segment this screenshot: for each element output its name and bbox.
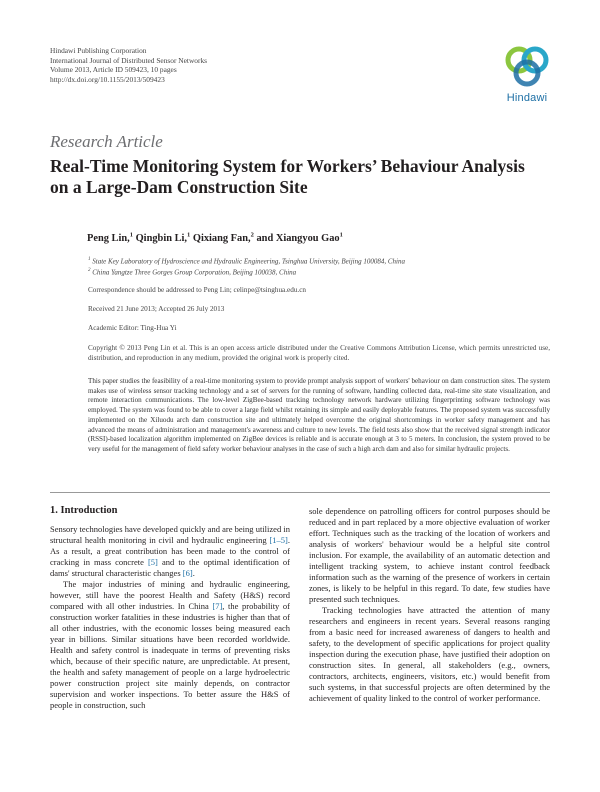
journal-header [50, 46, 207, 84]
copyright-notice: Copyright © 2013 Peng Lin et al. This is an open access article distributed under the Creative Commons Attribution License, which permits unrestricted use, distribution, and reproduction in any medium, provided the original work is properly cited. [88, 344, 550, 362]
volume-info: Volume 2013, Article ID 509423, 10 pages [50, 65, 177, 75]
publisher-name: Hindawi Publishing Corporation [50, 46, 147, 55]
received-accepted-dates: Received 21 June 2013; Accepted 26 July 2013 [88, 305, 225, 313]
author: Qixiang Fan,$^2$ [192, 232, 254, 245]
citation-link[interactable]: [7] [212, 601, 223, 611]
paragraph: sole dependence on patrolling officers for control purposes should be reduced and in part replaced by a more objective evaluation of worker effort. Techniques such as the tracking of the location of workers and analysis of workers' behaviour would be a helpful site control inclusion. For example, the availability of an automatic detection and intelligent tracking system, to achieve instant control feedback information such as the warning of the presence of workers in certain zones, is likely to be helpful in this regard. To date, few studies have presented such techniques. [309, 506, 550, 604]
author: Qingbin Li,$^1$ [135, 232, 191, 245]
citation-link[interactable]: [1–5] [269, 535, 288, 545]
logo-wordmark: Hindawi [506, 92, 548, 104]
section-heading-introduction: 1. Introduction [50, 505, 118, 516]
abstract: This paper studies the feasibility of a real-time monitoring system to provide prompt analysis support of workers' behaviour on dam construction sites. The system makes use of wireless sensor tracking technology and a set of servers for the running of software, handling collected data, real-time site state visualization, and remote interaction communications. The low-level ZigBee-based tracking technology network hardware utilizing fingerprinting software technology was employed. The system was found to be able to cover a large field whilst retaining its simple and easily deployable features. The proposed system was successfully implemented on the Xiluodu arch dam construction site and ultimately helped overcome the original shortcomings in worker safety management and has advanced the means of administration and management's awareness and culture to new levels. The field tests also show that the received signal strength indicator (RSSI)-based localization algorithm implemented on ZigBee devices is reliable and is accurate enough at 3 to 5 meters. In conclusion, the system proved to be very useful for the management of field safety worker behaviour analyses in the case of such a high arch dam and also for similar hydraulic projects. [88, 377, 550, 453]
paragraph: Tracking technologies have attracted the attention of many researchers and engineers in recent years. Several reasons ranging from a basic need for increased awareness of dangers to health and safety, to the development of specific applications for project quality inspection during the execution phase, have justified their adoption on construction sites. In general, all stakeholders (e.g., owners, contractors, architects, engineers, visitors, etc.) would benefit from such systems, in that successful projects are often determined by the achievement of quality linked to the control of worker performance. [309, 605, 550, 703]
author-list [87, 232, 343, 244]
article-type: Research Article [50, 132, 163, 151]
correspondence: Correspondence should be addressed to Peng Lin; celinpe@tsinghua.edu.cn [88, 286, 306, 294]
author: Peng Lin,$^1$ [87, 232, 133, 245]
title-line-2: on a Large-Dam Construction Site [50, 177, 308, 197]
citation-link[interactable]: [5] [147, 557, 158, 567]
citation-link[interactable]: [6] [182, 568, 193, 578]
title-line-1: Real-Time Monitoring System for Workers’ Behaviour Analysis [50, 156, 525, 176]
paragraph: Sensory technologies have developed quickly and are being utilized in structural health monitoring in civil and hydraulic engineering [1–5]. As a result, a great contribution has been made to the control of cracking in mass concrete [5] and to the optimal identification of dams' structural characteristic changes [6]. [50, 524, 290, 578]
body-column-left [50, 524, 290, 711]
article-title [50, 156, 550, 198]
affiliation-2: $^2$ China Yangtze Three Gorges Group Corporation, Beijing 100038, China [88, 268, 297, 277]
paragraph: The major industries of mining and hydraulic engineering, however, still have the poorest Health and Safety (H&S) record compared with all other industries. In China [7], the probability of construction worker fatalities in these industries is higher than that of all other industries, with the economic losses being measured each year in billions. Similar situations have been recorded worldwide. Health and safety control is inadequate in terms of preventing risks which, because of their specific nature, are unpredictable. At present, the health and safety management of people on a large hydroelectric power construction project site mainly depends, on contractor supervision and worker inspections. To better assure the H&S of people in construction, such [50, 579, 290, 710]
hindawi-logo [497, 42, 557, 106]
hindawi-logo-icon [497, 42, 557, 92]
divider [50, 492, 550, 493]
author: and Xiangyou Gao$^1$ [256, 232, 343, 245]
doi-link[interactable]: http://dx.doi.org/10.1155/2013/509423 [50, 74, 165, 84]
body-column-right [309, 506, 550, 704]
academic-editor: Academic Editor: Ting-Hua Yi [88, 324, 177, 332]
journal-name: International Journal of Distributed Sensor Networks [50, 55, 208, 65]
affiliation-1: $^1$ State Key Laboratory of Hydroscience and Hydraulic Engineering, Tsinghua University, Beijing 100084, China [88, 257, 405, 266]
